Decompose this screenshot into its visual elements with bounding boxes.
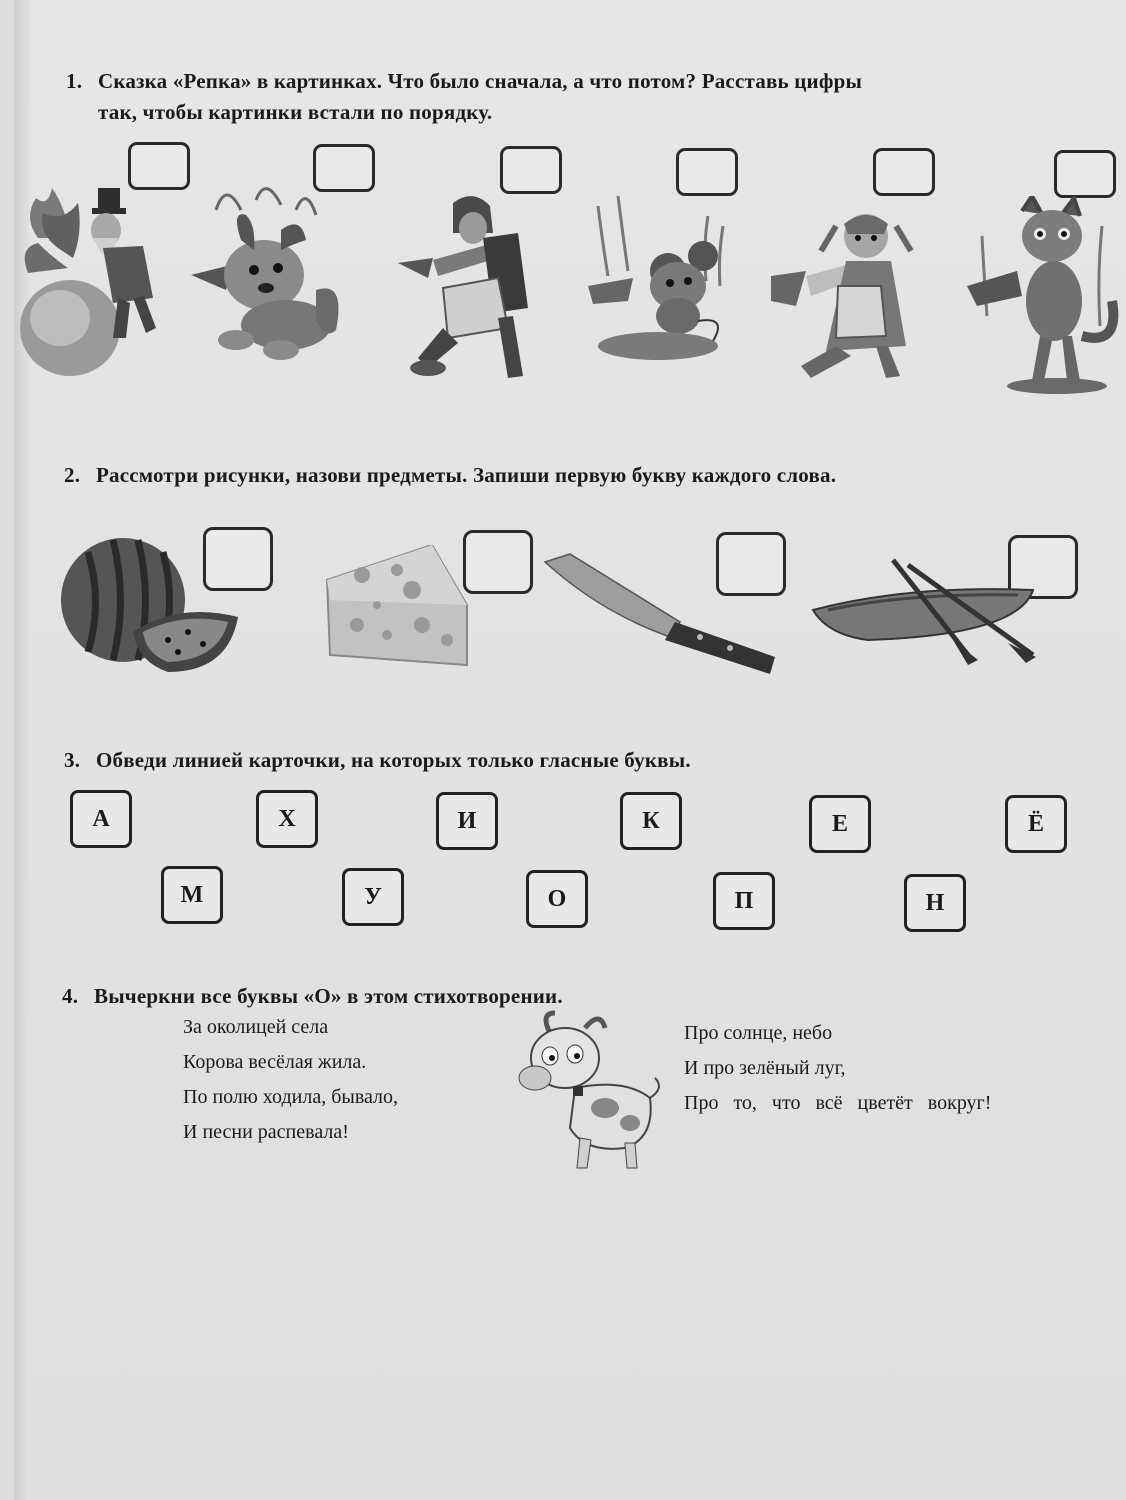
letter-card[interactable]: И	[436, 792, 498, 850]
cow-illustration	[505, 1008, 670, 1173]
mouse-illustration	[578, 186, 738, 366]
letter-card[interactable]: Е	[809, 795, 871, 853]
letter-card[interactable]: Ё	[1005, 795, 1067, 853]
poem-line: Про солнце, небо	[684, 1022, 833, 1044]
task1-line2: так, чтобы картинки встали по порядку.	[98, 100, 493, 124]
answer-box-cheese[interactable]	[463, 530, 533, 594]
grandmother-illustration	[398, 188, 540, 388]
boat-illustration	[808, 555, 1038, 665]
grandfather-turnip-illustration	[18, 178, 178, 383]
answer-box-5[interactable]	[873, 148, 935, 196]
cat-illustration	[962, 196, 1122, 396]
poem-line: Корова весёлая жила.	[183, 1051, 367, 1073]
letter-card[interactable]: Х	[256, 790, 318, 848]
task4-number: 4.	[62, 984, 79, 1008]
task4-line1: Вычеркни все буквы «О» в этом стихотворении.	[94, 984, 563, 1008]
knife-illustration	[540, 552, 780, 682]
task1-number: 1.	[66, 69, 83, 93]
task2-title	[64, 460, 1114, 491]
task3-number: 3.	[64, 748, 81, 772]
granddaughter-illustration	[766, 206, 922, 386]
dog-illustration	[186, 170, 356, 370]
watermelon-illustration	[58, 532, 248, 682]
letter-card[interactable]: П	[713, 872, 775, 930]
poem-line: И про зелёный луг,	[684, 1057, 846, 1079]
answer-box-3[interactable]	[500, 146, 562, 194]
poem-left	[183, 1010, 398, 1150]
task1-line1: Сказка «Репка» в картинках. Что было сначала, а что потом? Расставь цифры	[98, 69, 863, 93]
letter-card[interactable]: Н	[904, 874, 966, 932]
poem-right	[684, 1016, 991, 1121]
task3-line1: Обведи линией карточки, на которых только гласные буквы.	[96, 748, 691, 772]
letter-card[interactable]: К	[620, 792, 682, 850]
poem-line: И песни распевала!	[183, 1121, 349, 1143]
task2-line1: Рассмотри рисунки, назови предметы. Запиши первую букву каждого слова.	[96, 463, 837, 487]
task3-title	[64, 745, 1114, 776]
letter-card[interactable]: М	[161, 866, 223, 924]
poem-line: За околицей села	[183, 1016, 329, 1038]
task2-number: 2.	[64, 463, 81, 487]
poem-line: По полю ходила, бывало,	[183, 1086, 399, 1108]
poem-line: Про то, что всё цветёт вокруг!	[684, 1092, 992, 1114]
letter-card[interactable]: У	[342, 868, 404, 926]
letter-card[interactable]: О	[526, 870, 588, 928]
letter-card[interactable]: А	[70, 790, 132, 848]
answer-box-6[interactable]	[1054, 150, 1116, 198]
task1-title	[66, 66, 1116, 128]
cheese-illustration	[322, 545, 472, 670]
